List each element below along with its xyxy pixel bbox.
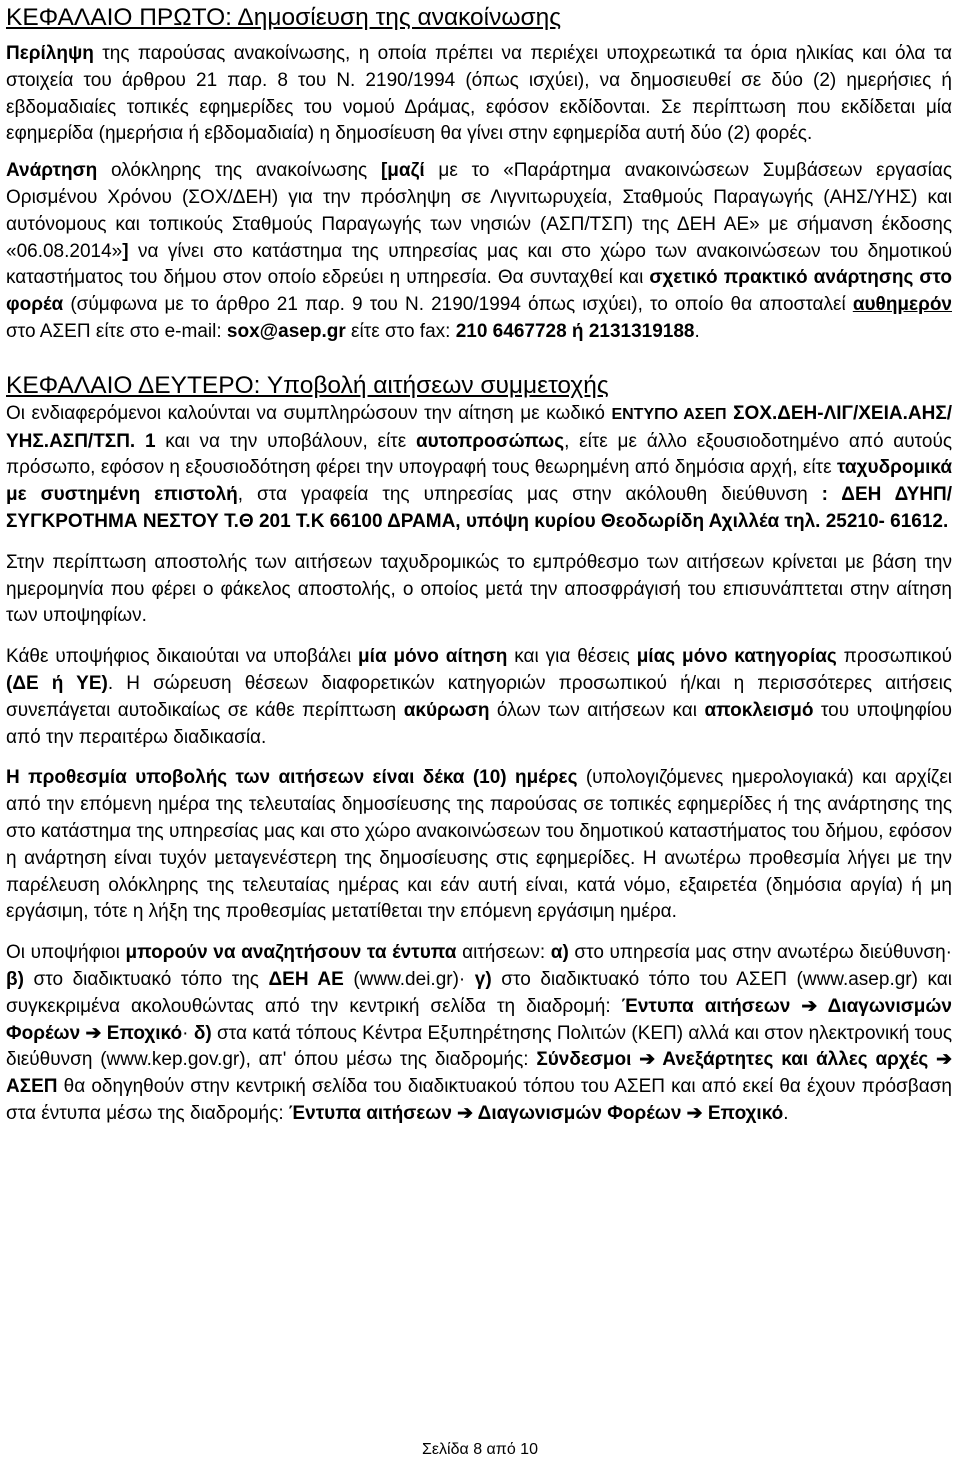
forms-paragraph (6, 940, 952, 1128)
posting-text-6: είτε στο fax: (345, 320, 456, 342)
page-footer: Σελίδα 8 από 10 (422, 1441, 538, 1458)
forms-text-6: στο διαδικτυακό τόπο του ΑΣΕΠ (www.asep.gr) και συγκεκριμένα ακολουθώντας από την κεντρική σελίδα τη διαδρομή: (6, 968, 952, 1017)
single-bold-4: ακύρωση (403, 699, 490, 721)
single-text-4: . Η σώρευση θέσεων διαφορετικών κατηγοριών προσωπικού ή/και η περισσότερες αιτήσεις συνεπάγεται αυτοδικαίως σε κάθε περίπτωση (6, 672, 952, 721)
posting-text-7: . (694, 320, 700, 342)
posting-lead: Ανάρτηση (6, 160, 98, 182)
single-bold-1: μία μόνο αίτηση (358, 646, 508, 668)
deadline-bold: Η προθεσμία υποβολής των αιτήσεων είναι δέκα (10) ημέρες (6, 767, 578, 789)
submission-text-4: , στα γραφεία της υπηρεσίας μας στην ακόλουθη διεύθυνση (237, 484, 822, 506)
fax-numbers: 210 6467728 ή 2131319188 (455, 320, 695, 342)
single-text-2: και για θέσεις (507, 646, 637, 668)
forms-bold-7: δ) (193, 1022, 212, 1044)
forms-bold-3: β) (6, 968, 24, 990)
forms-text-7: · (182, 1022, 194, 1044)
forms-path-kep: Σύνδεσμοι ➔ Ανεξάρτητες και άλλες αρχές ➔ ΑΣΕΠ (6, 1049, 952, 1098)
submission-text-3: , είτε με άλλο εξουσιοδοτημένο από αυτούς πρόσωπο, εφόσον η εξουσιοδότηση φέρει την υπογραφή τους θεωρημένη από δημόσια αρχή, είτε (6, 430, 952, 479)
forms-bold-1: μπορούν να αναζητήσουν τα έντυπα (125, 942, 457, 964)
single-text-5: όλων των αιτήσεων και (489, 699, 705, 721)
forms-path-asep: Έντυπα αιτήσεων ➔ Διαγωνισμών Φορέων ➔ Εποχικό (6, 995, 952, 1044)
single-bold-3: (ΔΕ ή ΥΕ) (6, 672, 108, 694)
posting-text-4: (σύμφωνα με το άρθρο 21 παρ. 9 του Ν. 2190/1994 όπως ισχύει), το οποίο θα αποσταλεί (63, 294, 853, 316)
form-code: ΣΟΧ.ΔΕΗ-ΛΙΓ/ΧΕΙΑ.ΑΗΣ/ΥΗΣ.ΑΣΠ/ΤΣΠ. 1 (6, 402, 953, 452)
posting-bold-1: [μαζί (380, 160, 425, 182)
submission-text-1: Οι ενδιαφερόμενοι καλούνται να συμπληρώσουν την αίτηση με κωδικό (6, 402, 612, 424)
forms-text-9: θα οδηγηθούν στην κεντρική σελίδα του διαδικτυακού τόπου του ΑΣΕΠ και από εκεί θα έχουν πρόσβαση στα έντυπα μέσω της διαδρομής: (6, 1076, 952, 1124)
forms-text-4: στο διαδικτυακό τόπο της (23, 968, 269, 990)
email-link[interactable]: sox@asep.gr (226, 320, 346, 342)
single-application-paragraph (6, 644, 952, 751)
single-bold-5: αποκλεισμό (704, 699, 814, 721)
forms-text-8: στα κατά τόπους Κέντρα Εξυπηρέτησης Πολιτών (ΚΕΠ) αλλά και στον ηλεκτρονική τους διεύθυνση (www.kep.gov.gr), απ' όπου μέσω της διαδρομής: (6, 1022, 953, 1071)
in-person-bold: αυτοπροσώπως (415, 430, 565, 452)
forms-text-1: Οι υποψήφιοι (6, 942, 126, 964)
form-code-prefix: ΕΝΤΥΠΟ ΑΣΕΠ (611, 405, 727, 423)
forms-path-final: Έντυπα αιτήσεων ➔ Διαγωνισμών Φορέων ➔ Εποχικό (288, 1102, 784, 1124)
submission-paragraph (6, 401, 952, 536)
document-page (6, 0, 952, 1142)
deadline-paragraph (6, 765, 952, 926)
chapter2-title: ΚΕΦΑΛΑΙΟ ΔΕΥΤΕΡΟ: Υποβολή αιτήσεων συμμετοχής (6, 371, 609, 399)
forms-bold-5: γ) (474, 968, 492, 990)
forms-text-2: αιτήσεων: (456, 942, 551, 964)
single-bold-2: μίας μόνο κατηγορίας (636, 646, 837, 668)
posting-paragraph (6, 158, 952, 346)
forms-bold-2: α) (550, 942, 569, 964)
postal-paragraph: Στην περίπτωση αποστολής των αιτήσεων ταχυδρομικώς το εμπρόθεσμο των αιτήσεων κρίνεται με βάση την ημερομηνία που φέρει ο φάκελος αποστολής, ο οποίος μετά την αποσφράγισή του επισυνάπτεται στην αίτηση των υποψηφίων. (6, 551, 952, 627)
address-bold: : ΔΕΗ ΔΥΗΠ/ ΣΥΓΚΡΟΤΗΜΑ ΝΕΣΤΟΥ Τ.Θ 201 Τ.Κ 66100 ΔΡΑΜΑ, υπόψη κυρίου Θεοδωρίδη Αχιλλέα τηλ. 25210- 61612. (6, 484, 952, 532)
forms-text-10: . (783, 1102, 789, 1124)
single-text-6: του υποψηφίου από την περαιτέρω διαδικασία. (6, 699, 952, 748)
chapter1-title: ΚΕΦΑΛΑΙΟ ΠΡΩΤΟ: Δημοσίευση της ανακοίνωσης (6, 4, 562, 31)
posting-text-2: με το «Παράρτημα ανακοινώσεων Συμβάσεων εργασίας Ορισμένου Χρόνου (ΣΟΧ/ΔΕΗ) για την πρόσληψη σε Λιγνιτωρυχεία, Σταθμούς Παραγωγής (ΑΗΣ/ΥΗΣ) και αυτόνομους και τοπικούς Σταθμούς Παραγωγής των νησιών (ΑΣΠ/ΤΣΠ) της ΔΕΗ ΑΕ» με σήμανση έκδοσης «06.08.2014» (6, 160, 952, 262)
forms-text-3: στο υπηρεσία μας στην ανωτέρω διεύθυνση· (568, 942, 952, 964)
submission-text-2: και να την υποβάλουν, είτε (155, 430, 416, 452)
forms-text-5: (www.dei.gr)· (343, 968, 475, 990)
summary-lead: Περίληψη (6, 43, 94, 64)
posting-text-3: να γίνει στο κατάστημα της υπηρεσίας μας και στο χώρο των ανακοινώσεων του δημοτικού καταστήματος του δήμου στον οποίο εδρεύει η υπηρεσία. Θα συνταχθεί και (6, 240, 952, 289)
posting-bold-3: σχετικό πρακτικό ανάρτησης στο φορέα (6, 267, 952, 316)
posting-bold-2: ] (122, 240, 129, 262)
single-text-1: Κάθε υποψήφιος δικαιούται να υποβάλει (6, 646, 359, 668)
forms-bold-4: ΔΕΗ ΑΕ (268, 968, 344, 990)
summary-text: της παρούσας ανακοίνωσης, η οποία πρέπει να περιέχει υποχρεωτικά τα όρια ηλικίας και όλα τα στοιχεία του άρθρου 21 παρ. 8 του Ν. 2190/1994 (όπως ισχύει), να δημοσιευθεί σε δύο (2) ημερήσιες ή εβδομαδιαίες τοπικές εφημερίδες του νομού Δράμας, εφόσον εκδίδονται. Σε περίπτωση που εκδίδεται μία εφημερίδα (ημερήσια ή εβδομαδιαία) η δημοσίευση θα γίνει στην εφημερίδα αυτή δύο (2) φορές. (6, 43, 952, 145)
same-day-underlined: αυθημερόν (852, 294, 952, 316)
single-text-3: προσωπικού (836, 646, 952, 668)
deadline-text: (υπολογιζόμενες ημερολογιακά) και αρχίζει από την επόμενη ημέρα της τελευταίας δημοσίευσης της παρούσας σε τοπικές εφημερίδες ή της ανάρτησης της στο κατάστημα της υπηρεσίας μας και στο χώρο ανακοινώσεων του δημοτικού καταστήματος του δήμου, εφόσον η ανάρτηση είναι τυχόν μεταγενέστερη της δημοσίευσης στις εφημερίδες. Η ανωτέρω προθεσμία λήγει με την παρέλευση ολόκληρης της τελευταίας ημέρας και εάν αυτή είναι, κατά νόμο, εξαιρετέα (δημόσια αργία) ή μη εργάσιμη, τότε η λήξη της προθεσμίας μετατίθεται την επόμενη εργάσιμη ημέρα. (6, 767, 953, 923)
posting-text-1: ολόκληρης της ανακοίνωσης (97, 160, 381, 182)
registered-mail-bold: ταχυδρομικά με συστημένη επιστολή (6, 457, 952, 506)
summary-paragraph (6, 41, 952, 148)
posting-text-5: στο ΑΣΕΠ είτε στο e-mail: (6, 320, 227, 342)
